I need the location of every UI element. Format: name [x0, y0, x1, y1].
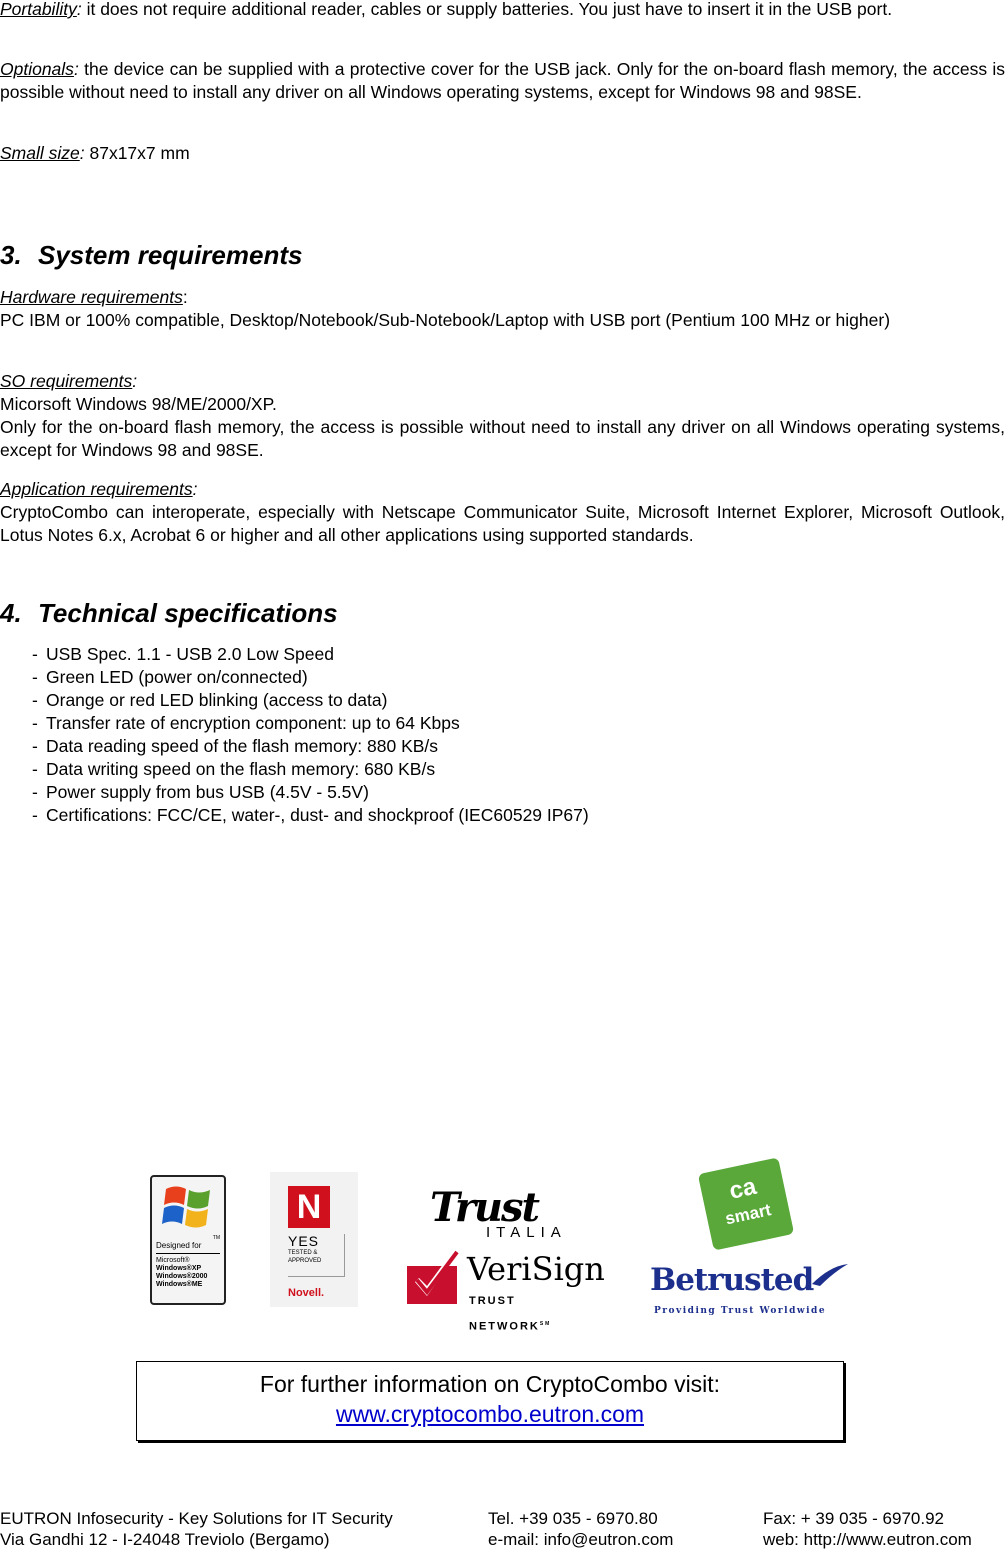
- footer-company: EUTRON Infosecurity - Key Solutions for IT Security Via Gandhi 12 - I-24048 Treviolo (Bergamo): [0, 1509, 393, 1549]
- info-box: [136, 1361, 844, 1441]
- so-line-1: Micorsoft Windows 98/ME/2000/XP.: [0, 394, 277, 414]
- verisign-logo: VeriSign TRUST NETWORK℠: [405, 1248, 595, 1308]
- application-text: CryptoCombo can interoperate, especially with Netscape Communicator Suite, Microsoft Internet Explorer, Microsoft Outlook, Lotus Notes 6.x, Acrobat 6 or higher and all other applications using supported standards.: [0, 502, 1005, 545]
- hardware-requirements: Hardware requirements: PC IBM or 100% compatible, Desktop/Notebook/Sub-Notebook/Laptop with USB port (Pentium 100 MHz or higher): [0, 286, 1005, 332]
- optionals-paragraph: Optionals: the device can be supplied with a protective cover for the USB jack. Only for the on-board flash memory, the access is possible without need to install any driver on all Windows operating systems, except for Windows 98 and 98SE.: [0, 59, 1005, 102]
- betrusted-logo: Betrusted Providing Trust Worldwide: [650, 1262, 850, 1314]
- list-item: - Data reading speed of the flash memory: 880 KB/s: [32, 736, 439, 756]
- novell-n-icon: N: [288, 1186, 330, 1228]
- small-size-paragraph: Small size: 87x17x7 mm: [0, 143, 190, 163]
- windows-logo: TM Designed for Microsoft® Windows®XP Windows®2000 Windows®ME: [150, 1175, 226, 1305]
- windows-flag-icon: [156, 1181, 220, 1231]
- portability-paragraph: Portability: it does not require additional reader, cables or supply batteries. You just have to insert it in the USB port.: [0, 0, 893, 19]
- spec-list: [32, 643, 589, 827]
- swoosh-icon: [810, 1262, 850, 1288]
- trust-italia-logo: Trust ITALIA: [430, 1184, 567, 1241]
- small-size-text: 87x17x7 mm: [84, 143, 190, 163]
- list-item: - Certifications: FCC/CE, water-, dust- and shockproof (IEC60529 IP67): [32, 805, 589, 825]
- application-requirements: Application requirements: CryptoCombo can interoperate, especially with Netscape Communicator Suite, Microsoft Internet Explorer, Microsoft Outlook, Lotus Notes 6.x, Acrobat 6 or higher and all other applications using supported standards.: [0, 479, 1005, 545]
- novell-logo: N YES TESTED & APPROVED Novell.: [270, 1172, 358, 1307]
- list-item: - Power supply from bus USB (4.5V - 5.5V): [32, 782, 369, 802]
- list-item: - USB Spec. 1.1 - USB 2.0 Low Speed: [32, 644, 334, 664]
- small-size-label: Small size: [0, 143, 80, 163]
- footer-contact: Tel. +39 035 - 6970.80 e-mail: info@eutron.com: [488, 1509, 674, 1549]
- list-item: - Transfer rate of encryption component: up to 64 Kbps: [32, 713, 460, 733]
- hardware-text: PC IBM or 100% compatible, Desktop/Notebook/Sub-Notebook/Laptop with USB port (Pentium 100 MHz or higher): [0, 310, 891, 330]
- section-3-heading: 3. System requirements: [0, 240, 303, 270]
- ca-smart-logo: ca smart: [698, 1157, 794, 1250]
- info-text: For further information on CryptoCombo visit:: [259, 1371, 721, 1397]
- footer-fax-web: Fax: + 39 035 - 6970.92 web: http://www.eutron.com: [763, 1509, 972, 1549]
- optionals-label: Optionals: [0, 59, 74, 79]
- portability-text: it does not require additional reader, cables or supply batteries. You just have to insert it in the USB port.: [81, 0, 893, 19]
- list-item: - Data writing speed on the flash memory: 680 KB/s: [32, 759, 436, 779]
- list-item: - Orange or red LED blinking (access to data): [32, 690, 388, 710]
- application-label: Application requirements: [0, 479, 193, 499]
- so-line-2: Only for the on-board flash memory, the access is possible without need to install any driver on all Windows operating systems, except for Windows 98 and 98SE.: [0, 417, 1005, 460]
- hardware-label: Hardware requirements: [0, 287, 183, 307]
- cryptocombo-link[interactable]: www.cryptocombo.eutron.com: [335, 1401, 645, 1427]
- so-label: SO requirements: [0, 371, 133, 391]
- portability-label: Portability: [0, 0, 77, 19]
- list-item: - Green LED (power on/connected): [32, 667, 308, 687]
- verisign-check-icon: [405, 1248, 463, 1306]
- optionals-text: the device can be supplied with a protective cover for the USB jack. Only for the on-board flash memory, the access is possible without need to install any driver on all Windows operating systems, except for Windows 98 and 98SE.: [0, 59, 1005, 102]
- section-4-heading: 4. Technical specifications: [0, 598, 338, 628]
- so-requirements: SO requirements: Micorsoft Windows 98/ME/2000/XP. Only for the on-board flash memory, the access is possible without need to install any driver on all Windows operating systems, except for Windows 98 and 98SE.: [0, 371, 1005, 460]
